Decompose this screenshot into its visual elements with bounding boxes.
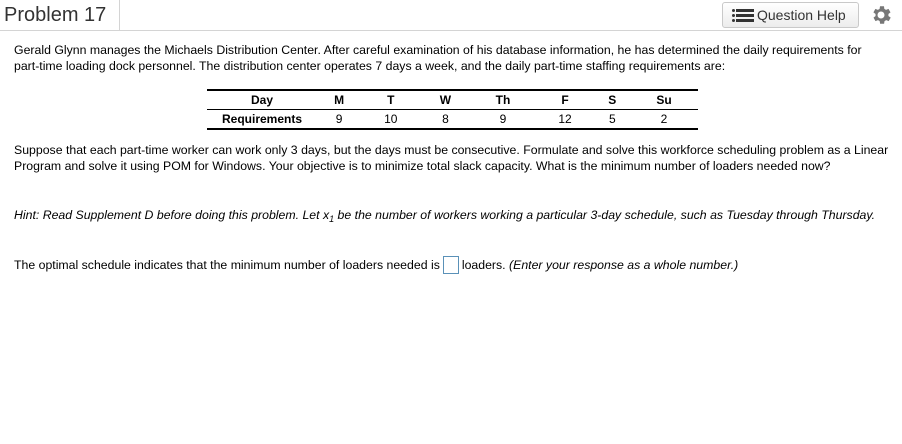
hint-suffix: be the number of workers working a particular 3-day schedule, such as Tuesday through Thursday. (334, 208, 876, 222)
table-cell: 2 (630, 110, 698, 130)
answer-prefix: The optimal schedule indicates that the minimum number of loaders needed is (14, 258, 440, 272)
table-row (207, 110, 698, 130)
gear-icon[interactable] (869, 3, 893, 27)
table-cell: 5 (595, 110, 630, 130)
table-cell: 10 (361, 110, 420, 130)
list-icon (732, 9, 754, 22)
table-header-row (207, 90, 698, 110)
table-cell: Requirements (207, 110, 317, 130)
answer-input[interactable] (443, 256, 459, 274)
answer-suffix: loaders. (461, 258, 506, 272)
table-header-cell: Su (630, 90, 698, 110)
question-help-button[interactable] (722, 2, 859, 28)
table-header-cell: M (317, 90, 361, 110)
table-header-cell: T (361, 90, 420, 110)
problem-intro: Gerald Glynn manages the Michaels Distribution Center. After careful examination of his database information, he has determined the daily requirements for part-time loading dock personnel. The distribution center operates 7 days a week, and the daily part-time staffing requirements are: (14, 43, 862, 73)
table-header-cell: Day (207, 90, 317, 110)
problem-hint (14, 205, 890, 229)
hint-subscript: 1 (329, 214, 335, 224)
requirements-table (207, 89, 698, 130)
table-header-cell: W (420, 90, 470, 110)
header-bar (0, 0, 902, 31)
question-help-label: Question Help (757, 7, 846, 23)
table-cell: 12 (535, 110, 594, 130)
table-cell: 9 (471, 110, 536, 130)
hint-prefix: Hint: Read Supplement D before doing this problem. Let x (14, 208, 330, 222)
table-header-cell: F (535, 90, 594, 110)
answer-line (14, 256, 890, 274)
problem-title: Problem 17 (0, 0, 120, 30)
table-header-cell: S (595, 90, 630, 110)
table-header-cell: Th (471, 90, 536, 110)
table-cell: 9 (317, 110, 361, 130)
answer-instruction: (Enter your response as a whole number.) (509, 258, 739, 272)
table-cell: 8 (420, 110, 470, 130)
problem-question: Suppose that each part-time worker can work only 3 days, but the days must be consecutive. Formulate and solve this workforce scheduling problem as a Linear Program and solve it using POM for Windows. Your objective is to minimize total slack capacity. What is the minimum number of loaders needed now? (14, 143, 889, 173)
